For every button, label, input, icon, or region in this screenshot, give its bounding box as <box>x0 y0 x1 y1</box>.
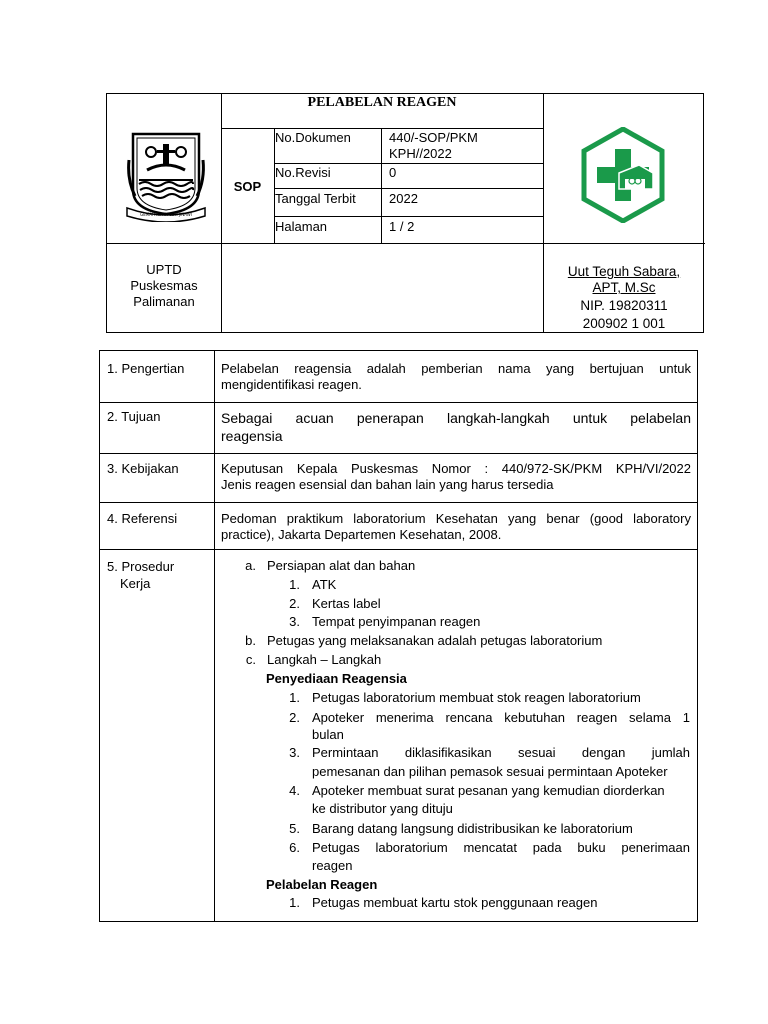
field-value-no-dokumen-2: KPH//2022 <box>389 146 452 161</box>
field-value-tanggal-terbit: 2022 <box>389 191 418 206</box>
document-header-table <box>106 93 704 333</box>
step-a-item-1: ATK <box>312 577 337 592</box>
field-value-halaman: 1 / 2 <box>389 219 415 234</box>
step-a-item-3-num: 3. <box>289 614 300 629</box>
document-title: PELABELAN REAGEN <box>307 95 457 110</box>
subheading-pelabelan-reagen: Pelabelan Reagen <box>266 877 378 892</box>
sop-label: SOP <box>233 179 262 194</box>
pengertian-line-2: mengidentifikasi reagen. <box>221 377 362 392</box>
section-label-prosedur: 5. Prosedur <box>107 559 175 574</box>
prep-item-3-num: 3. <box>289 745 300 760</box>
org-name-line-1: UPTD <box>146 262 182 277</box>
prep-item-4-line-2: ke distributor yang dituju <box>312 801 453 816</box>
prep-item-4-line-1: Apoteker membuat surat pesanan yang kemudian diorderkan <box>312 783 665 798</box>
field-label-tanggal-terbit: Tanggal Terbit <box>275 191 356 206</box>
marker-b: b. <box>245 633 256 648</box>
label-item-1: Petugas membuat kartu stok penggunaan reagen <box>312 895 598 910</box>
prep-item-5: Barang datang langsung didistribusikan ke laboratorium <box>312 821 633 836</box>
marker-c: c. <box>245 652 256 667</box>
signer-nip-line-1: NIP. 19820311 <box>580 298 668 313</box>
step-c-text: Langkah – Langkah <box>267 652 382 667</box>
section-label-kebijakan: 3. Kebijakan <box>107 461 179 476</box>
regional-seal-logo <box>125 130 207 222</box>
marker-a: a. <box>245 558 256 573</box>
field-label-no-revisi: No.Revisi <box>275 165 331 180</box>
signer-nip-line-2: 200902 1 001 <box>582 316 666 331</box>
step-a-item-3: Tempat penyimpanan reagen <box>312 614 481 629</box>
prep-item-4-num: 4. <box>289 783 300 798</box>
prep-item-6-line-2: reagen <box>312 858 353 873</box>
prep-item-2-num: 2. <box>289 710 300 725</box>
field-label-halaman: Halaman <box>275 219 328 234</box>
field-value-no-revisi: 0 <box>389 165 397 180</box>
field-label-no-dokumen: No.Dokumen <box>275 130 351 145</box>
signer-name-line-2: APT, M.Sc <box>592 280 656 295</box>
sop-content-table <box>99 350 698 922</box>
prep-item-3-line-1: Permintaan diklasifikasikan sesuai dengan jumlah <box>312 745 690 760</box>
section-label-tujuan: 2. Tujuan <box>107 409 161 424</box>
section-label-kerja: Kerja <box>120 576 151 591</box>
prep-item-3-line-2: pemesanan dan pilihan pemasok sesuai permintaan Apoteker <box>312 764 668 779</box>
section-label-pengertian: 1. Pengertian <box>107 361 185 376</box>
prep-item-2-line-1: Apoteker menerima rencana kebutuhan reagen selama 1 <box>312 710 690 725</box>
signer-name-line-1: Uut Teguh Sabara, <box>567 264 681 279</box>
step-a-item-2: Kertas label <box>312 596 381 611</box>
prep-item-6-num: 6. <box>289 840 300 855</box>
prep-item-1-num: 1. <box>289 690 300 705</box>
prep-item-2-line-2: bulan <box>312 727 344 742</box>
puskesmas-logo <box>581 127 665 223</box>
org-name-line-2: Puskesmas <box>130 278 198 293</box>
step-a-item-1-num: 1. <box>289 577 300 592</box>
tujuan-line-1: Sebagai acuan penerapan langkah-langkah untuk pelabelan <box>221 410 691 426</box>
kebijakan-line-2: Jenis reagen esensial dan bahan lain yang harus tersedia <box>221 477 554 492</box>
step-a-item-2-num: 2. <box>289 596 300 611</box>
tujuan-line-2: reagensia <box>221 428 283 444</box>
referensi-line-2: practice), Jakarta Departemen Kesehatan, 2008. <box>221 527 502 542</box>
field-value-no-dokumen-1: 440/-SOP/PKM <box>389 130 478 145</box>
org-name-line-3: Palimanan <box>133 294 195 309</box>
section-label-referensi: 4. Referensi <box>107 511 178 526</box>
label-item-1-num: 1. <box>289 895 300 910</box>
prep-item-5-num: 5. <box>289 821 300 836</box>
prep-item-6-line-1: Petugas laboratorium mencatat pada buku penerimaan <box>312 840 690 855</box>
step-a-text: Persiapan alat dan bahan <box>267 558 416 573</box>
kebijakan-line-1: Keputusan Kepala Puskesmas Nomor : 440/972-SK/PKM KPH/VI/2022 <box>221 461 691 476</box>
pengertian-line-1: Pelabelan reagensia adalah pemberian nama yang bertujuan untuk <box>221 361 691 376</box>
prep-item-1: Petugas laboratorium membuat stok reagen laboratorium <box>312 690 641 705</box>
referensi-line-1: Pedoman praktikum laboratorium Kesehatan yang benar (good laboratory <box>221 511 691 526</box>
step-b-text: Petugas yang melaksanakan adalah petugas laboratorium <box>267 633 603 648</box>
seal-motto-text: GEMAH RIPAH LOH JINAWI <box>140 212 192 217</box>
subheading-penyediaan-reagensia: Penyediaan Reagensia <box>266 671 407 686</box>
